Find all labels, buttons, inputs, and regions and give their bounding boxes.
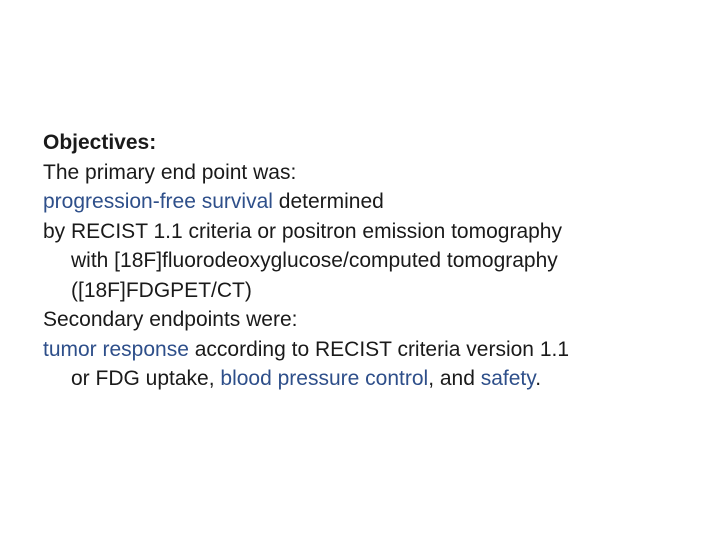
primary-criteria-cont-1: with [18F]fluorodeoxyglucose/computed tomography [71,249,558,272]
pfs-term: progression-free survival [43,190,273,213]
primary-criteria-cont-2: ([18F]FDGPET/CT) [71,278,252,302]
secondary-endpoint-line-2 [43,364,703,394]
tumor-response-term: tumor response [43,337,189,361]
slide-content [43,128,703,394]
secondary-endpoint-line-1 [43,335,703,365]
and-text: , and [428,367,481,390]
pfs-rest: determined [272,190,384,213]
fdg-uptake-text: or FDG uptake, [71,367,221,390]
secondary-endpoints-intro: Secondary endpoints were: [43,308,298,331]
according-text: according to RECIST criteria version 1.1 [188,337,570,361]
primary-endpoint-intro: The primary end point was: [43,160,297,184]
safety-term: safety [480,367,536,390]
objectives-heading: Objectives: [43,131,157,154]
blood-pressure-term: blood pressure control [220,367,429,390]
period-text: . [535,367,542,390]
primary-criteria-line: by RECIST 1.1 criteria or positron emission tomography [43,219,562,243]
primary-endpoint-line [43,187,703,217]
